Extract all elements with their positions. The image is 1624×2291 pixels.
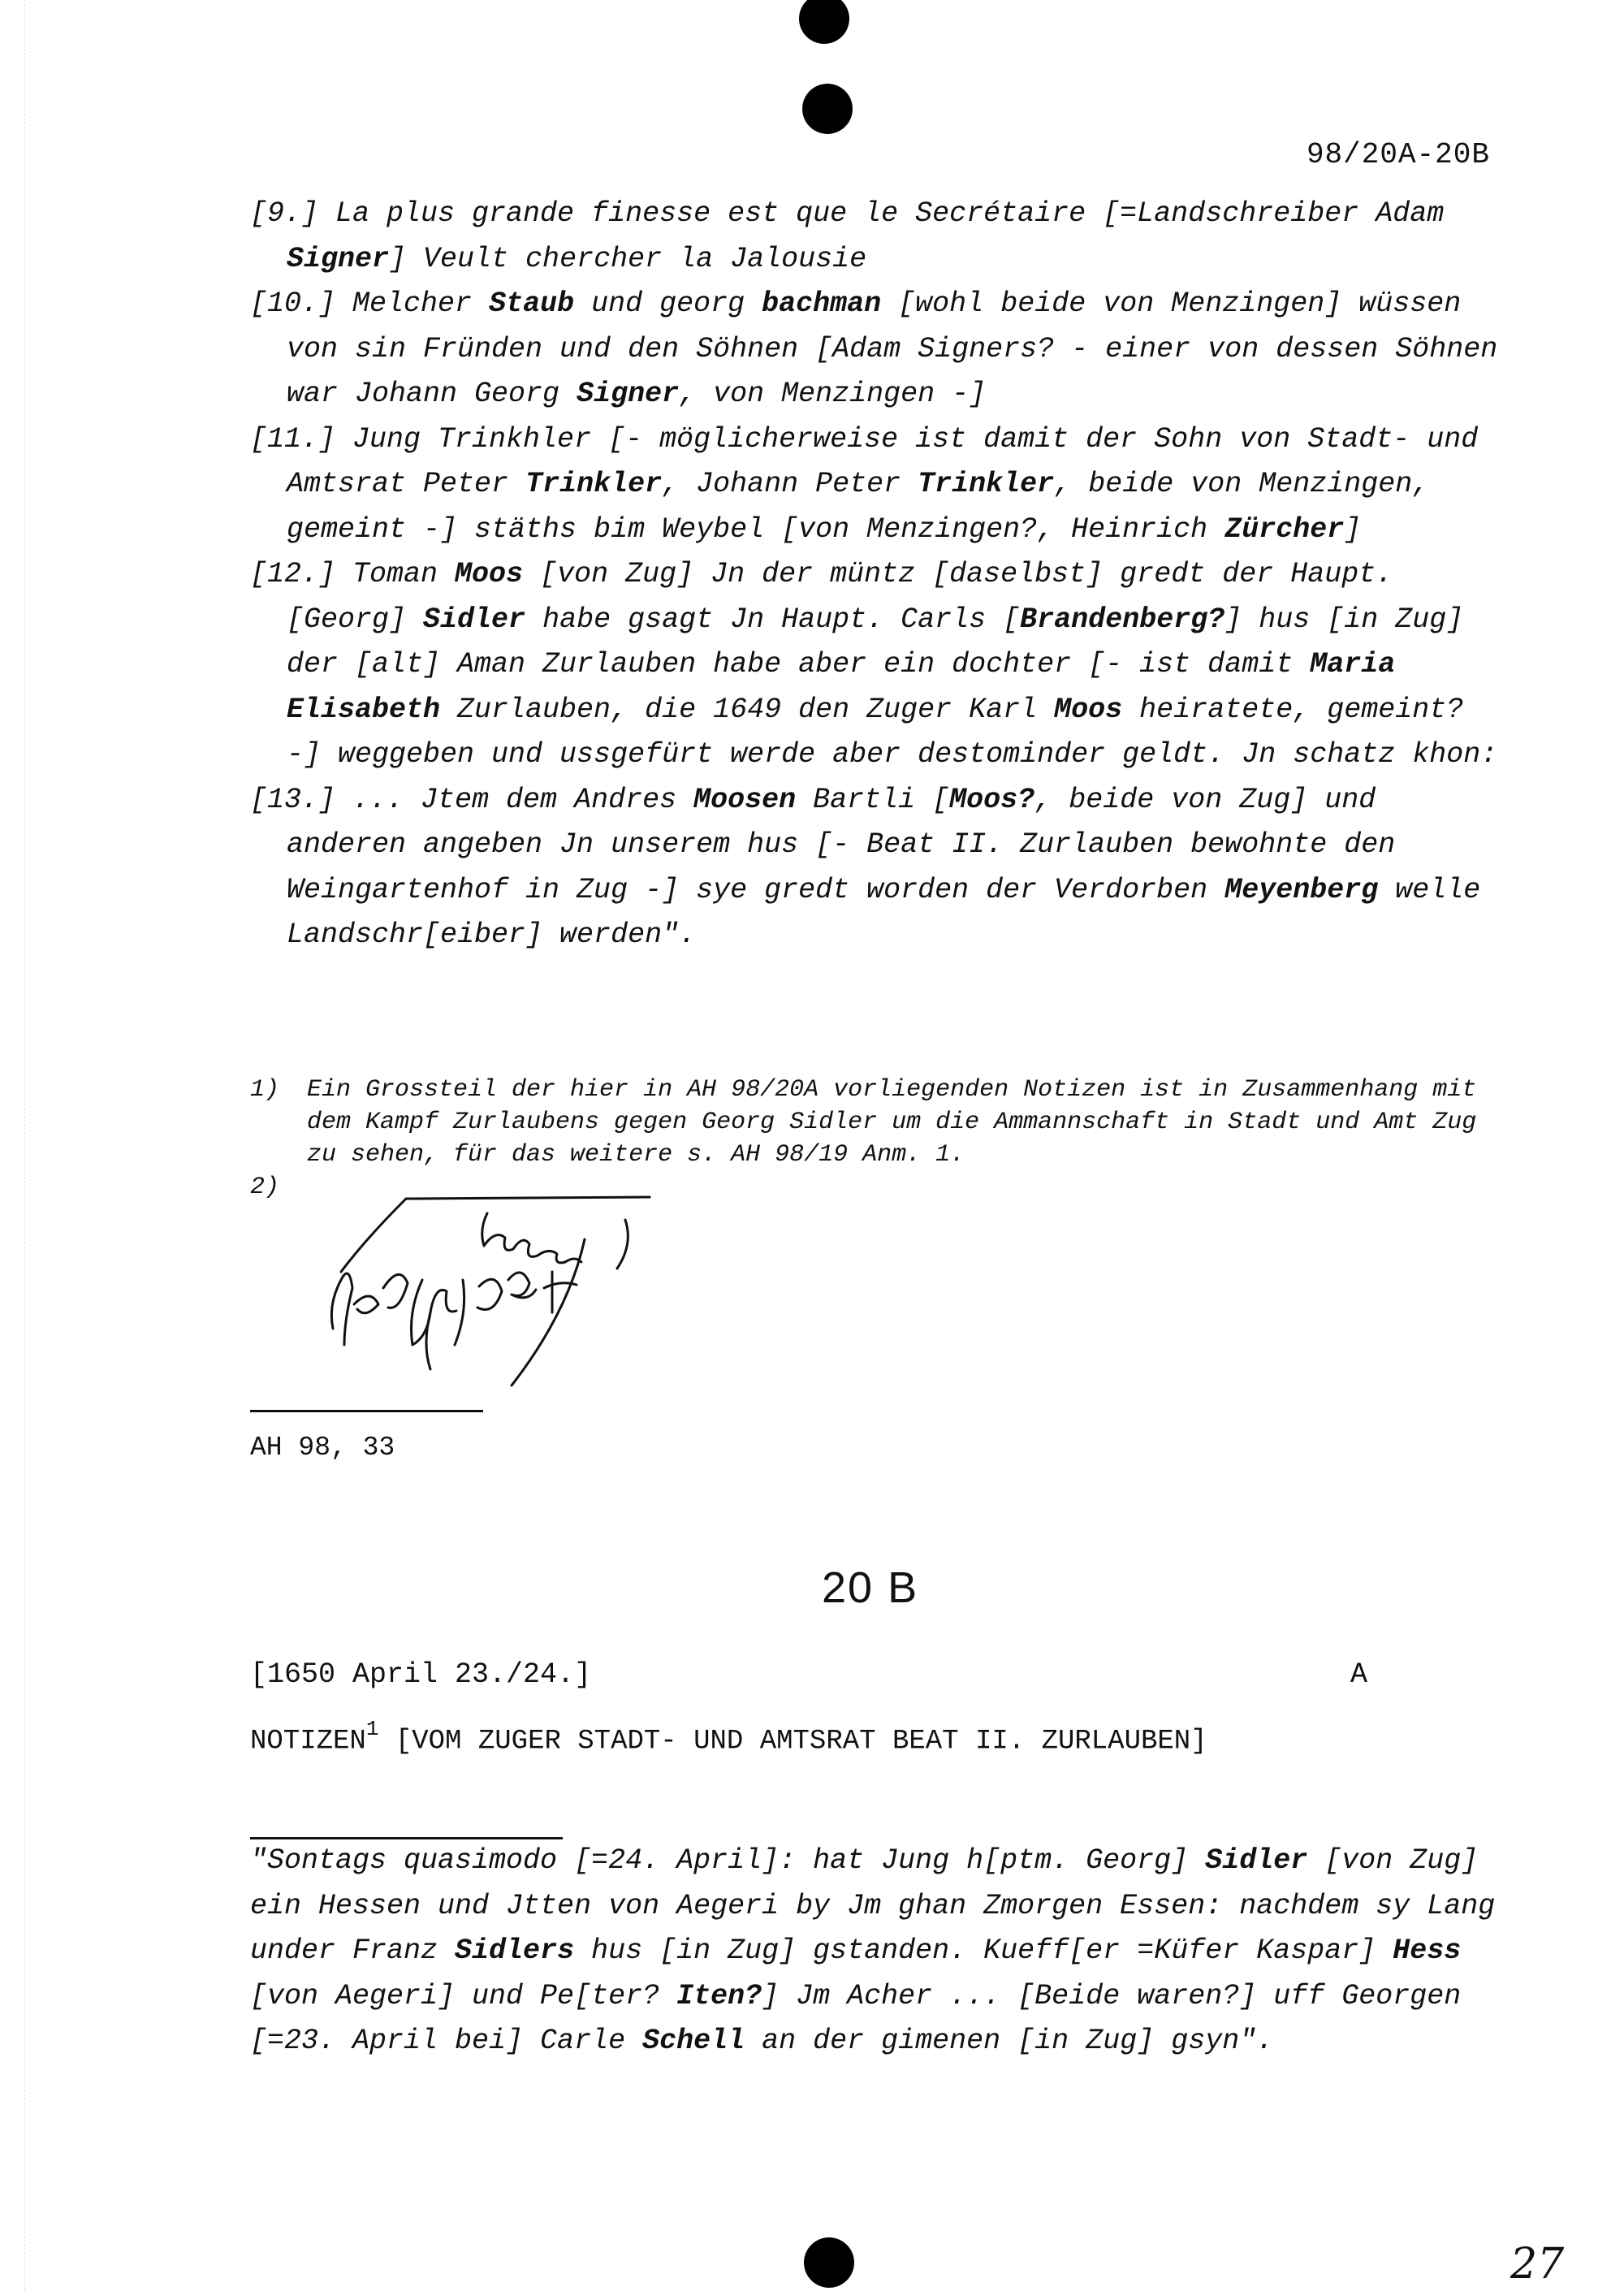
document-title: NOTIZEN$^1$ [VOM ZUGER STADT- UND AMTSRAT BEAT II. ZURLAUBEN] [250,1717,1207,1757]
footnotes [250,1074,1517,1204]
punch-hole-upper [802,84,853,134]
entry-10: [10.] Melcher Staub und georg bachman [wohl beide von Menzingen] wüssen von sin Fründen und den Söhnen [Adam Signers? - einer von dessen Söhnen war Johann Georg Signer, von Menzingen -] [250,287,1498,410]
entry-11: [11.] Jung Trinkhler [- möglicherweise ist damit der Sohn von Stadt- und Amtsrat Peter Trinkler, Johann Peter Trinkler, beide von Menzingen, gemeint -] stäths bim Weybel [von Menzingen?, Heinrich Zürcher] [250,422,1479,546]
handwritten-page-number: 27 [1510,2240,1565,2289]
footnote-1: 1) Ein Grossteil der hier in AH 98/20A vorliegenden Notizen ist in Zusammenhang mit dem Kampf Zurlaubens gegen Georg Sidler um die Ammannschaft in Stadt und Amt Zug zu sehen, für das weitere s. AH 98/19 Anm. 1. [250,1076,1477,1169]
source-reference: AH 98, 33 [250,1433,395,1463]
section-heading: 20 B [822,1563,919,1612]
entry-13: [13.] ... Jtem dem Andres Moosen Bartli [Moos?, beide von Zug] und anderen angeben Jn unserem hus [- Beat II. Zurlauben bewohnte den Weingartenhof in Zug -] sye gredt worden der Verdorben Meyenberg welle Landschr[eiber] werden". [250,783,1481,951]
punch-hole-top [799,0,849,44]
section-letter: A [1350,1658,1368,1691]
scan-left-edge [0,0,25,2291]
entry-9: [9.] La plus grande finesse est que le Secrétaire [=Landschreiber Adam Signer] Veult chercher la Jalousie [250,197,1445,275]
document-date: [1650 April 23./24.] [250,1658,592,1691]
punch-hole-bottom [804,2237,854,2288]
entries-list [250,192,1501,958]
divider-rule-top [250,1410,483,1412]
quoted-text: "Sontags quasimodo [=24. April]: hat Jung h[ptm. Georg] Sidler [von Zug] ein Hessen und Jtten von Aegeri by Jm ghan Zmorgen Essen: nachdem sy Lang under Franz Sidlers hus [in Zug] gstanden. Kueff[er =Küfer Kaspar] Hess [von Aegeri] und Pe[ter? Iten?] Jm Acher ... [Beide waren?] uff Georgen [=23. April bei] Carle Schell an der gimenen [in Zug] gsyn". [250,1844,1496,2057]
entry-12: [12.] Toman Moos [von Zug] Jn der müntz [daselbst] gredt der Haupt. [Georg] Sidler habe gsagt Jn Haupt. Carls [Brandenberg?] hus [in Zug] der [alt] Aman Zurlauben habe aber ein dochter [- ist damit Maria Elisabeth Zurlauben, die 1649 den Zuger Karl Moos heiratete, gemeint? -] weggeben und ussgefürt werde aber destominder geldt. Jn schatz khon: [250,558,1498,771]
document-reference: 98/20A-20B [1306,138,1490,171]
handwritten-signature-image [309,1191,666,1394]
footnote-2: 2) [250,1174,280,1201]
